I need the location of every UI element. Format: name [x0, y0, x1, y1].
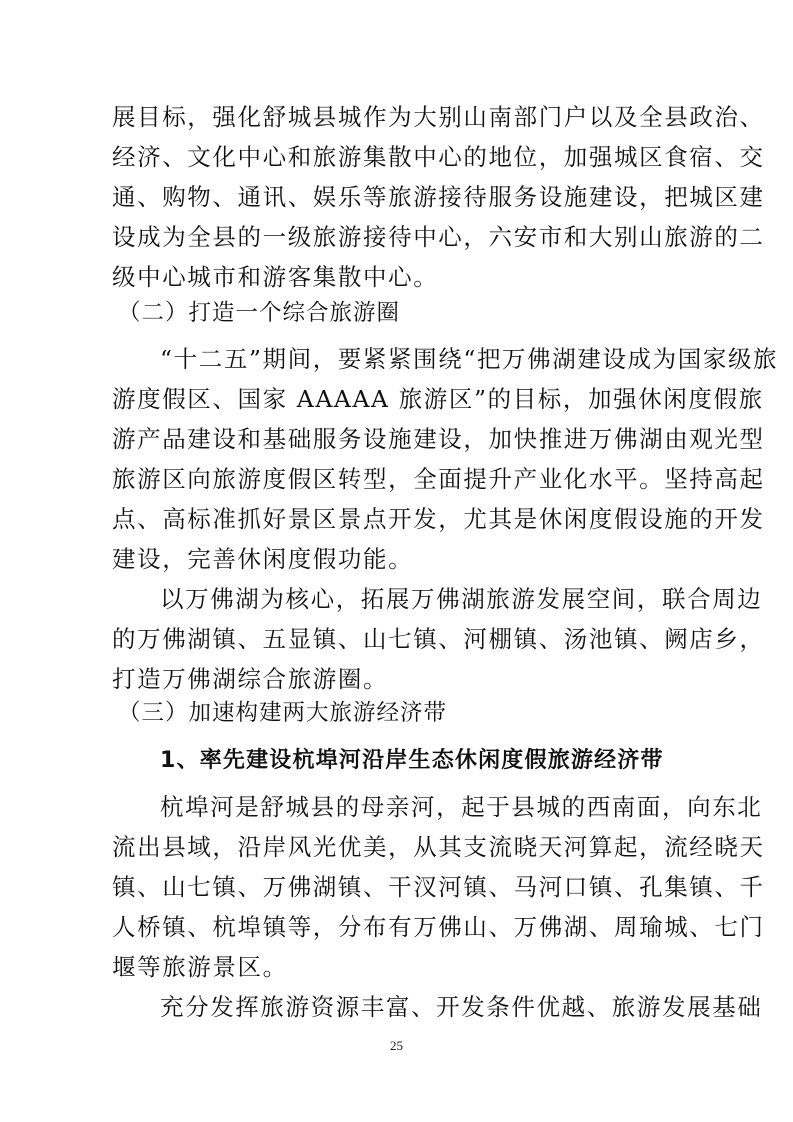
section-heading: （三）加速构建两大旅游经济带 — [118, 700, 448, 726]
body-text-line: 打造万佛湖综合旅游圈。 — [112, 665, 389, 693]
body-text-line: 级中心城市和游客集散中心。 — [112, 263, 439, 291]
body-text-line: 堰等旅游景区。 — [112, 953, 288, 981]
body-text-line: 游度假区、国家 AAAAA 旅游区”的目标，加强休闲度假旅 — [112, 385, 764, 413]
body-text-line: 经济、文化中心和旅游集散中心的地位，加强城区食宿、交 — [112, 143, 765, 171]
body-text-line: 以万佛湖为核心，拓展万佛湖旅游发展空间，联合周边 — [160, 585, 763, 613]
body-text-line: 通、购物、通讯、娱乐等旅游接待服务设施建设，把城区建 — [112, 183, 765, 211]
body-text-line: “十二五”期间，要紧紧围绕“把万佛湖建设成为国家级旅 — [160, 345, 779, 373]
section-heading: （二）打造一个综合旅游圈 — [118, 300, 401, 326]
body-text-line: 游产品建设和基础服务设施建设，加快推进万佛湖由观光型 — [112, 425, 765, 453]
body-text-line: 点、高标准抓好景区景点开发，尤其是休闲度假设施的开发 — [112, 505, 765, 533]
page-number: 25 — [390, 1038, 403, 1053]
body-text-line: 流出县域，沿岸风光优美，从其支流晓天河算起，流经晓天 — [112, 833, 765, 861]
body-text-line: 建设，完善休闲度假功能。 — [112, 545, 414, 573]
body-text-line: 设成为全县的一级旅游接待中心，六安市和大别山旅游的二 — [112, 223, 765, 251]
body-text-line: 充分发挥旅游资源丰富、开发条件优越、旅游发展基础 — [160, 993, 763, 1021]
body-text-line: 杭埠河是舒城县的母亲河，起于县城的西南面，向东北 — [160, 793, 763, 821]
body-text-line: 的万佛湖镇、五显镇、山七镇、河棚镇、汤池镇、阙店乡， — [112, 625, 765, 653]
body-text-line: 人桥镇、杭埠镇等，分布有万佛山、万佛湖、周瑜城、七门 — [112, 913, 765, 941]
body-text-line: 镇、山七镇、万佛湖镇、干汊河镇、马河口镇、孔集镇、千 — [112, 873, 765, 901]
body-text-line: 展目标，强化舒城县城作为大别山南部门户以及全县政治、 — [112, 103, 765, 131]
body-text-line: 旅游区向旅游度假区转型，全面提升产业化水平。坚持高起 — [112, 465, 765, 493]
subsection-heading: 1、率先建设杭埠河沿岸生态休闲度假旅游经济带 — [160, 748, 664, 773]
